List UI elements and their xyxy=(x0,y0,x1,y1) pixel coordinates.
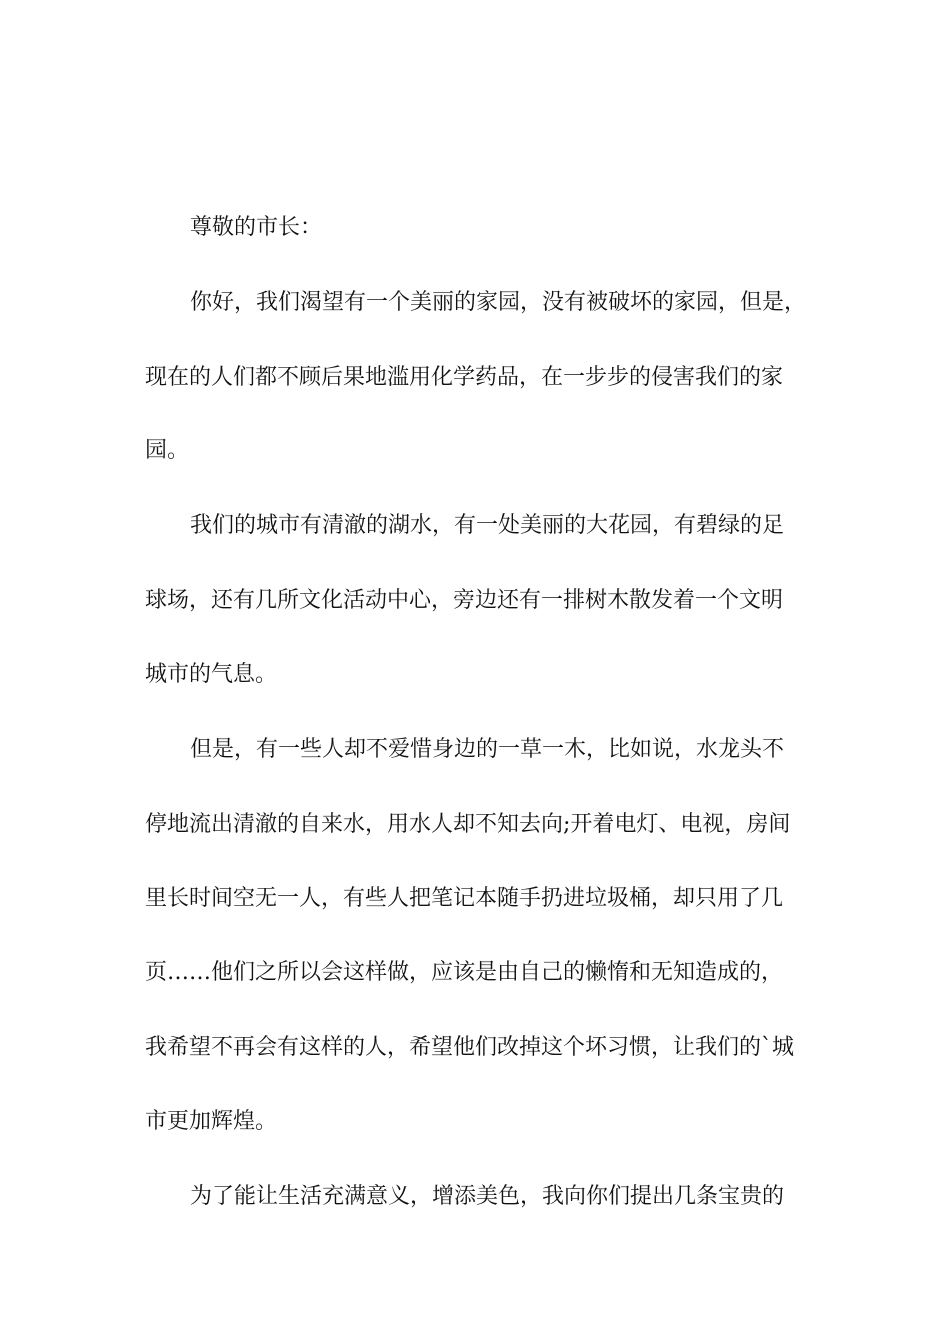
paragraph-2-line-3: 城市的气息。 xyxy=(145,662,278,687)
paragraph-3-line-4: 页……他们之所以会这样做，应该是由自己的懒惰和无知造成的， xyxy=(145,960,784,985)
paragraph-1-line-3: 园。 xyxy=(145,438,190,463)
paragraph-2-line-1: 我们的城市有清澈的湖水，有一处美丽的大花园，有碧绿的足 xyxy=(190,513,785,538)
paragraph-2-line-2: 球场，还有几所文化活动中心，旁边还有一排树木散发着一个文明 xyxy=(145,588,784,613)
paragraph-3-line-2: 停地流出清澈的自来水，用水人却不知去向;开着电灯、电视，房间 xyxy=(145,812,791,837)
paragraph-3-line-5: 我希望不再会有这样的人，希望他们改掉这个坏习惯，让我们的`城 xyxy=(145,1035,795,1060)
paragraph-3-line-3: 里长时间空无一人，有些人把笔记本随手扔进垃圾桶，却只用了几 xyxy=(145,886,784,911)
paragraph-1-line-1: 你好，我们渴望有一个美丽的家园，没有被破坏的家园，但是， xyxy=(190,290,807,315)
paragraph-3-line-6: 市更加辉煌。 xyxy=(145,1109,278,1134)
paragraph-1-line-2: 现在的人们都不顾后果地滥用化学药品，在一步步的侵害我们的家 xyxy=(145,365,784,390)
paragraph-4-line-1: 为了能让生活充满意义，增添美色，我向你们提出几条宝贵的 xyxy=(190,1184,785,1209)
salutation: 尊敬的市长： xyxy=(190,215,323,240)
paragraph-3-line-1: 但是，有一些人却不爱惜身边的一草一木，比如说，水龙头不 xyxy=(190,737,785,762)
